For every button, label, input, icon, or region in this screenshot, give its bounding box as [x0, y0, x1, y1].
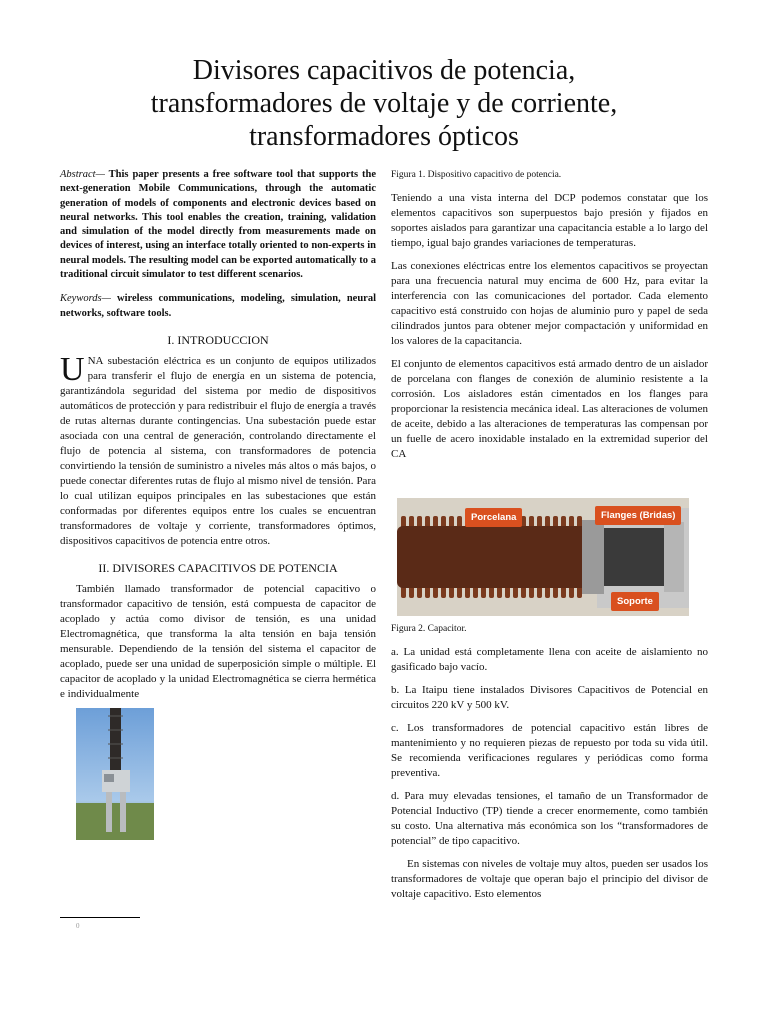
paragraph-sistemas: En sistemas con niveles de voltaje muy altos, pueden ser usados los transformadores de voltaje que operan bajo el principio del divisor de voltaje capacitivo. Esto elementos	[391, 858, 708, 900]
abstract	[60, 168, 376, 282]
label-porcelana: Porcelana	[465, 508, 522, 527]
figure-1-caption: Figura 1. Dispositivo capacitivo de potencia.	[391, 170, 562, 180]
intro-paragraph	[60, 350, 376, 549]
abstract-text: This paper presents a free software tool that supports the next-generation Mobile Communications, through the automatic generation of models of components and electronic devices based on neural networks. This tool enables the creation, training, validation and simulation of the model directly from measurements made on devices of interest, using an interface totally oriented to non-experts in neural models. The resulting model can be exported automatically to a traditional circuit simulator to test different scenarios.	[60, 169, 376, 281]
item-c: c. Los transformadores de potencial capacitivo están libres de mantenimiento y no requieren piezas de repuesto por toda su vida útil. Se recomienda verificaciones regulares y periódicas como forma preventiva.	[391, 722, 708, 779]
section-heading-divisores: II. DIVISORES CAPACITIVOS DE POTENCIA	[98, 560, 338, 575]
capacitive-device-photo	[76, 708, 154, 840]
figure-2-image	[397, 498, 689, 616]
item-a: a. La unidad está completamente llena con aceite de aislamiento no gasificado bajo vacío.	[391, 646, 708, 673]
label-soporte: Soporte	[611, 592, 659, 611]
abstract-label: Abstract—	[60, 169, 105, 180]
footnote-mark: 0	[76, 922, 80, 930]
figure-2-caption: Figura 2. Capacitor.	[391, 624, 467, 634]
left-column	[60, 168, 376, 840]
intro-text: NA subestación eléctrica es un conjunto de equipos utilizados para transferir el flujo de energía en un sistema de potencia, garantizándola seguridad del sistema por medio de dispositivos automáticos de protección y para redistribuir el flujo de energía a través de rutas alternas durante contingencias. Una subestación puede estar asociada con una central de generación, controlando directamente el flujo de potencia al sistema, con transformadores de potencia convirtiendo la tensión de suministro a niveles más altos o más bajos, o puede conectar diferentes rutas de flujo al mismo nivel de tensión. Para lo cual utilizan equipos principales en las subestaciones que están conformadas por diferentes equipos entre los cuales se encuentran transformadores de voltaje y corriente, transformadores óptimos, dispositivos capacitivos de potencia entre otros.	[60, 354, 376, 547]
divisores-paragraph: También llamado transformador de potencial capacitivo o transformador capacitivo de tensión, está compuesta de capacitor de acoplado y actúa como divisor de tensión, es una unidad Electromagnética, que transforma la alta tensión en baja tensión mensurable. Dependiendo de la tensión del sistema el capacitor de acoplado, puede ser una unidad de superposición simple o múltiple. El capacitor de acoplado y la unidad Electromagnética se cierra hermética e individualmente	[60, 582, 376, 700]
keywords-label: Keywords—	[60, 293, 111, 305]
paragraph-dcp: Teniendo a una vista interna del DCP podemos constatar que los elementos capacitivos son superpuestos bajo presión y fijados en soportes aislados para garantizar una capacitancia estable a lo largo del tiempo, igual bajo grandes variaciones de temperaturas.	[391, 192, 708, 249]
paragraph-conexiones: Las conexiones eléctricas entre los elementos capacitivos se proyectan para una frecuencia natural muy encima de 600 Hz, para evitar la interferencia con las comunicaciones del portador. Cada elemento capacitivo está construido con hojas de aluminio puro y papel de seda cilindrados juntos para obtener mejor compactación y uniformidad en los valores de la capacitancia.	[391, 260, 708, 347]
drop-cap: U	[60, 350, 85, 388]
paper-title	[60, 54, 708, 153]
keywords	[60, 292, 376, 321]
figure-1-image	[76, 708, 154, 840]
paragraph-conjunto: El conjunto de elementos capacitivos está armado dentro de un aislador de porcelana con flanges de conexión de aluminio resistente a la corrosión. Los aisladores están cimentados en los flanges para proporcionar la resistencia mecánica ideal. Las alteraciones de volumen de aceite, debido a las alteraciones de temperaturas las compensan por un fuelle de acero inoxidable instalado en la extremidad superior del CA	[391, 358, 708, 460]
right-column	[391, 168, 708, 902]
title-line-2: transformadores de voltaje y de corriente,	[150, 88, 618, 119]
keywords-text: wireless communications, modeling, simulation, neural networks, software tools.	[60, 293, 376, 319]
footnote-rule	[60, 917, 140, 918]
title-line-3: transformadores ópticos	[249, 121, 519, 152]
item-d: d. Para muy elevadas tensiones, el tamaño de un Transformador de Potencial Inductivo (TP) tiende a crecer enormemente, como también su costo. Una alternativa más económica son los “transformadores de potencial” de tipo capacitivo.	[391, 790, 708, 847]
section-heading-introduccion: I. INTRODUCCION	[167, 332, 269, 347]
label-flanges: Flanges (Bridas)	[595, 506, 681, 525]
item-b: b. La Itaipu tiene instalados Divisores Capacitivos de Potencial en circuitos 220 kV y 500 kV.	[391, 684, 708, 711]
title-line-1: Divisores capacitivos de potencia,	[192, 55, 576, 86]
